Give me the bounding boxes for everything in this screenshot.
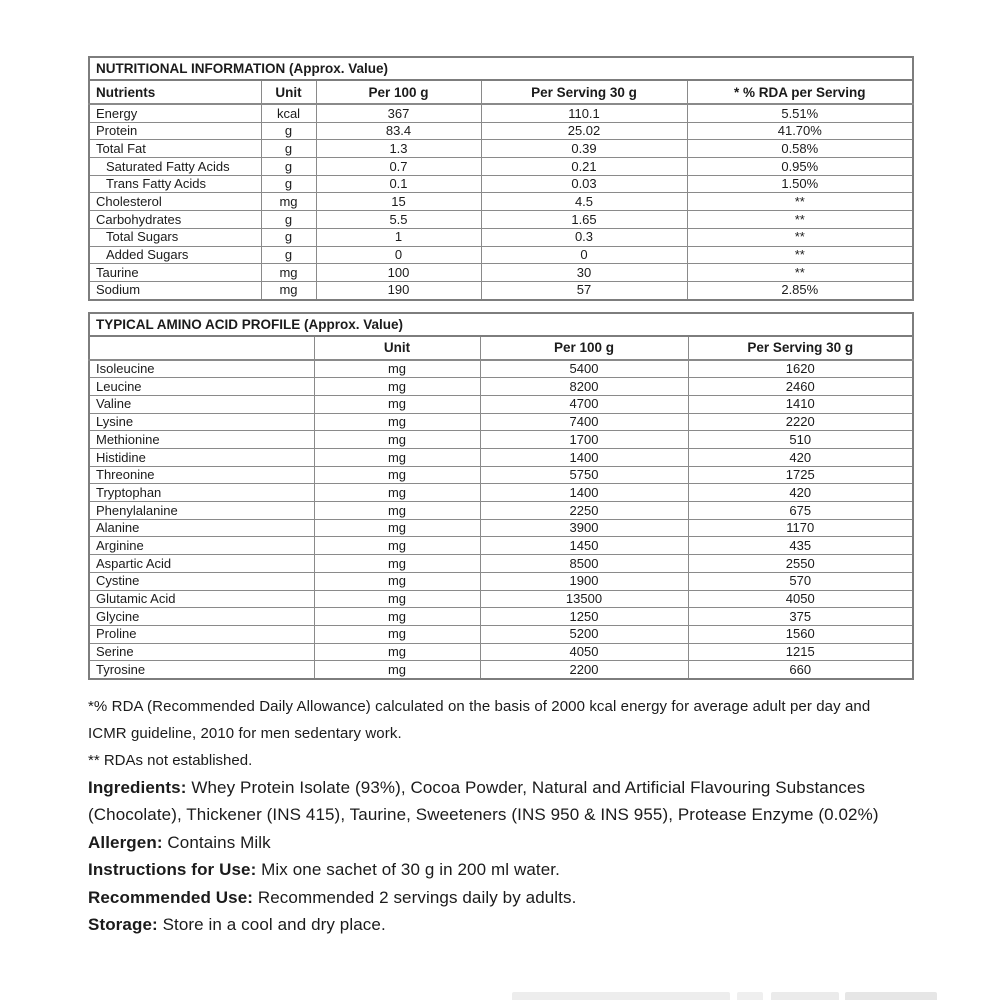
- table-row: [89, 484, 913, 502]
- allergen-line: [88, 829, 912, 857]
- table-row: [89, 519, 913, 537]
- table-cell: 4050: [480, 643, 688, 661]
- table-cell: mg: [314, 431, 480, 449]
- bottom-strip-segment: [737, 992, 763, 1000]
- table-cell: g: [261, 246, 316, 264]
- table-cell: 1410: [688, 395, 913, 413]
- table-cell: 5.51%: [687, 104, 913, 122]
- table-cell: **: [687, 228, 913, 246]
- recommended-use-label: Recommended Use:: [88, 887, 254, 907]
- table-cell: Threonine: [89, 466, 314, 484]
- table-cell: Leucine: [89, 378, 314, 396]
- table-cell: Lysine: [89, 413, 314, 431]
- allergen-text: Contains Milk: [162, 832, 271, 852]
- table-row: [89, 431, 913, 449]
- table-cell: 5750: [480, 466, 688, 484]
- table-cell: Phenylalanine: [89, 502, 314, 520]
- table-cell: **: [687, 264, 913, 282]
- table-cell: Saturated Fatty Acids: [89, 158, 261, 176]
- table-cell: 5.5: [316, 211, 481, 229]
- ingredients-text: Whey Protein Isolate (93%), Cocoa Powder, Natural and Artificial Flavouring Substances (Chocolate), Thickener (INS 415), Taurine, Sweeteners (INS 950 & INS 955), Protease Enzyme (0.02%): [88, 777, 879, 825]
- table-cell: 1725: [688, 466, 913, 484]
- table-row: [89, 555, 913, 573]
- table-header-row: [89, 80, 913, 104]
- table-cell: 0.7: [316, 158, 481, 176]
- table-cell: g: [261, 211, 316, 229]
- table-cell: 660: [688, 661, 913, 679]
- table-cell: 5200: [480, 625, 688, 643]
- table-cell: mg: [314, 449, 480, 467]
- table-cell: Histidine: [89, 449, 314, 467]
- column-header-rda: * % RDA per Serving: [687, 80, 913, 104]
- table-cell: 1450: [480, 537, 688, 555]
- table-cell: 375: [688, 608, 913, 626]
- table-cell: 1250: [480, 608, 688, 626]
- table-cell: g: [261, 158, 316, 176]
- table-cell: 0: [316, 246, 481, 264]
- table-row: [89, 264, 913, 282]
- amino-table-body: [89, 360, 913, 679]
- column-header-per-serving: Per Serving 30 g: [688, 336, 913, 360]
- nutritional-information-table: [88, 56, 914, 301]
- table-cell: mg: [314, 572, 480, 590]
- table-cell: 1400: [480, 449, 688, 467]
- table-cell: 2.85%: [687, 281, 913, 299]
- table-cell: 420: [688, 484, 913, 502]
- column-header-per-100g: Per 100 g: [480, 336, 688, 360]
- table-cell: Total Sugars: [89, 228, 261, 246]
- table-cell: Methionine: [89, 431, 314, 449]
- table-cell: 367: [316, 104, 481, 122]
- table-cell: **: [687, 211, 913, 229]
- table-cell: Alanine: [89, 519, 314, 537]
- column-header-unit: Unit: [314, 336, 480, 360]
- table-row: [89, 246, 913, 264]
- table-cell: 13500: [480, 590, 688, 608]
- table-cell: 83.4: [316, 122, 481, 140]
- table-cell: 0.95%: [687, 158, 913, 176]
- table-cell: Valine: [89, 395, 314, 413]
- table-cell: 190: [316, 281, 481, 299]
- table-cell: 1170: [688, 519, 913, 537]
- table-cell: g: [261, 228, 316, 246]
- storage-text: Store in a cool and dry place.: [157, 915, 386, 935]
- bottom-strip-segment: [845, 992, 937, 1000]
- table-row: [89, 193, 913, 211]
- table-cell: 110.1: [481, 104, 687, 122]
- table-cell: Added Sugars: [89, 246, 261, 264]
- table-cell: 675: [688, 502, 913, 520]
- table-row: [89, 502, 913, 520]
- table-row: [89, 449, 913, 467]
- table-cell: Arginine: [89, 537, 314, 555]
- table-cell: mg: [261, 193, 316, 211]
- instructions-line: [88, 856, 912, 884]
- table-cell: 1: [316, 228, 481, 246]
- table-cell: 1.65: [481, 211, 687, 229]
- column-header-nutrients: Nutrients: [89, 80, 261, 104]
- column-header-per-serving: Per Serving 30 g: [481, 80, 687, 104]
- table-cell: Total Fat: [89, 140, 261, 158]
- table-cell: mg: [314, 502, 480, 520]
- table-cell: 0.21: [481, 158, 687, 176]
- table-cell: Tyrosine: [89, 661, 314, 679]
- amino-table-title: TYPICAL AMINO ACID PROFILE (Approx. Value): [89, 313, 913, 336]
- table-cell: 2200: [480, 661, 688, 679]
- table-cell: mg: [261, 264, 316, 282]
- rda-footnote: *% RDA (Recommended Daily Allowance) calculated on the basis of 2000 kcal energy for average adult per day and ICMR guideline, 2010 for men sedentary work.: [88, 697, 871, 742]
- table-cell: 4.5: [481, 193, 687, 211]
- table-row: [89, 211, 913, 229]
- instructions-text: Mix one sachet of 30 g in 200 ml water.: [256, 860, 560, 880]
- table-cell: 0.1: [316, 175, 481, 193]
- bottom-strip-segment: [512, 992, 730, 1000]
- table-row: [89, 158, 913, 176]
- table-cell: mg: [314, 608, 480, 626]
- ingredients-label: Ingredients:: [88, 777, 187, 797]
- table-cell: 1215: [688, 643, 913, 661]
- table-cell: 1560: [688, 625, 913, 643]
- table-row: [89, 140, 913, 158]
- table-title-row: [89, 57, 913, 80]
- table-cell: 2220: [688, 413, 913, 431]
- table-cell: 1400: [480, 484, 688, 502]
- nutrition-table-title: NUTRITIONAL INFORMATION (Approx. Value): [89, 57, 913, 80]
- table-cell: **: [687, 193, 913, 211]
- table-cell: mg: [314, 484, 480, 502]
- table-cell: mg: [314, 395, 480, 413]
- table-cell: 420: [688, 449, 913, 467]
- table-cell: 0: [481, 246, 687, 264]
- table-cell: mg: [314, 360, 480, 378]
- table-cell: 510: [688, 431, 913, 449]
- nutrition-table-body: [89, 104, 913, 300]
- table-cell: mg: [314, 519, 480, 537]
- allergen-label: Allergen:: [88, 832, 163, 852]
- table-cell: g: [261, 122, 316, 140]
- table-cell: 5400: [480, 360, 688, 378]
- table-cell: 15: [316, 193, 481, 211]
- table-row: [89, 281, 913, 299]
- table-row: [89, 608, 913, 626]
- table-cell: 8200: [480, 378, 688, 396]
- table-cell: 1.3: [316, 140, 481, 158]
- table-row: [89, 175, 913, 193]
- table-cell: Trans Fatty Acids: [89, 175, 261, 193]
- table-cell: 4050: [688, 590, 913, 608]
- table-cell: 100: [316, 264, 481, 282]
- table-cell: 0.39: [481, 140, 687, 158]
- column-header-per-100g: Per 100 g: [316, 80, 481, 104]
- table-cell: g: [261, 140, 316, 158]
- amino-acid-profile-table: [88, 312, 914, 680]
- table-cell: Proline: [89, 625, 314, 643]
- table-row: [89, 625, 913, 643]
- table-cell: mg: [314, 537, 480, 555]
- table-title-row: [89, 313, 913, 336]
- table-cell: mg: [314, 625, 480, 643]
- table-cell: Isoleucine: [89, 360, 314, 378]
- table-cell: 0.58%: [687, 140, 913, 158]
- instructions-label: Instructions for Use:: [88, 860, 257, 880]
- table-cell: 1700: [480, 431, 688, 449]
- table-cell: Glycine: [89, 608, 314, 626]
- table-row: [89, 104, 913, 122]
- table-cell: Aspartic Acid: [89, 555, 314, 573]
- table-cell: mg: [314, 590, 480, 608]
- recommended-use-text: Recommended 2 servings daily by adults.: [253, 887, 577, 907]
- table-cell: Cholesterol: [89, 193, 261, 211]
- storage-label: Storage:: [88, 915, 158, 935]
- table-cell: 41.70%: [687, 122, 913, 140]
- table-row: [89, 360, 913, 378]
- bottom-strip: [0, 990, 1000, 1000]
- table-row: [89, 572, 913, 590]
- table-cell: mg: [314, 413, 480, 431]
- table-cell: 2250: [480, 502, 688, 520]
- table-cell: Cystine: [89, 572, 314, 590]
- table-row: [89, 378, 913, 396]
- table-row: [89, 413, 913, 431]
- table-row: [89, 122, 913, 140]
- table-cell: Carbohydrates: [89, 211, 261, 229]
- table-cell: mg: [314, 378, 480, 396]
- table-row: [89, 395, 913, 413]
- table-cell: Sodium: [89, 281, 261, 299]
- table-row: [89, 661, 913, 679]
- table-cell: 57: [481, 281, 687, 299]
- table-cell: 7400: [480, 413, 688, 431]
- table-cell: 8500: [480, 555, 688, 573]
- table-row: [89, 466, 913, 484]
- storage-line: [88, 911, 912, 939]
- table-cell: 30: [481, 264, 687, 282]
- table-cell: **: [687, 246, 913, 264]
- table-cell: 2460: [688, 378, 913, 396]
- table-cell: mg: [314, 661, 480, 679]
- table-cell: 2550: [688, 555, 913, 573]
- table-cell: 1620: [688, 360, 913, 378]
- table-cell: 0.03: [481, 175, 687, 193]
- table-cell: 25.02: [481, 122, 687, 140]
- table-cell: 4700: [480, 395, 688, 413]
- table-cell: Tryptophan: [89, 484, 314, 502]
- table-cell: 3900: [480, 519, 688, 537]
- ingredients-line: [88, 774, 912, 829]
- table-row: [89, 537, 913, 555]
- bottom-strip-segment: [771, 992, 839, 1000]
- column-header-unit: Unit: [261, 80, 316, 104]
- table-cell: mg: [314, 466, 480, 484]
- table-cell: g: [261, 175, 316, 193]
- table-cell: 1.50%: [687, 175, 913, 193]
- table-cell: 570: [688, 572, 913, 590]
- table-cell: 0.3: [481, 228, 687, 246]
- rda-not-established-note: ** RDAs not established.: [88, 751, 253, 769]
- table-cell: Taurine: [89, 264, 261, 282]
- table-cell: mg: [261, 281, 316, 299]
- table-row: [89, 643, 913, 661]
- table-cell: Glutamic Acid: [89, 590, 314, 608]
- table-cell: Energy: [89, 104, 261, 122]
- table-row: [89, 228, 913, 246]
- label-content: [88, 56, 912, 939]
- table-cell: Protein: [89, 122, 261, 140]
- table-cell: 1900: [480, 572, 688, 590]
- table-cell: mg: [314, 555, 480, 573]
- table-cell: mg: [314, 643, 480, 661]
- table-cell: kcal: [261, 104, 316, 122]
- table-cell: 435: [688, 537, 913, 555]
- table-cell: Serine: [89, 643, 314, 661]
- table-row: [89, 590, 913, 608]
- recommended-use-line: [88, 884, 912, 912]
- column-header-blank: [89, 336, 314, 360]
- table-header-row: [89, 336, 913, 360]
